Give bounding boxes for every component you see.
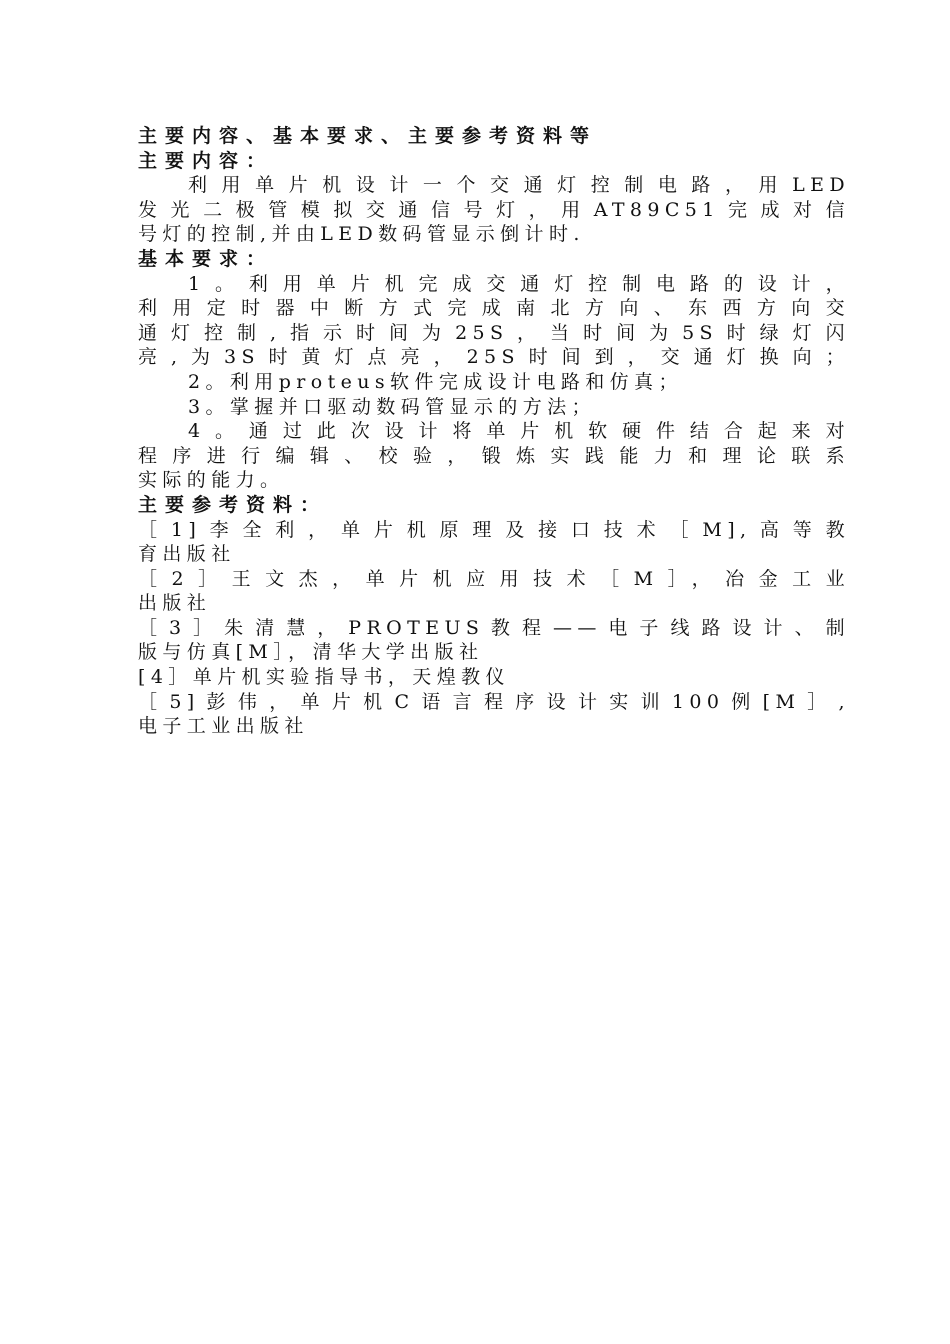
reference-line-6: 版与仿真[M］，清华大学出版社 — [138, 641, 484, 664]
requirement-line-4: 亮,为3S时黄灯点亮，25S时间到，交通灯换向； — [138, 346, 850, 369]
requirement-line-3: 通灯控制,指示时间为25S，当时间为5S时绿灯闪 — [138, 321, 850, 344]
reference-line-1: ［1]李全利，单片机原理及接口技术［M],高等教 — [138, 518, 850, 541]
requirement-line-9: 实际的能力。 — [138, 469, 285, 492]
requirement-line-8: 程序进行编辑、校验，锻炼实践能力和理论联系 — [138, 444, 850, 467]
requirement-line-5: 2。利用proteus软件完成设计电路和仿真； — [188, 370, 683, 393]
references-heading: 主要参考资料： — [138, 493, 328, 516]
page-title: 主要内容、基本要求、主要参考资料等 — [138, 125, 598, 147]
reference-line-2: 育出版社 — [138, 543, 236, 566]
reference-line-8: ［5]彭伟，单片机C语言程序设计实训100例[M］, — [138, 690, 850, 713]
reference-line-4: 出版社 — [138, 592, 212, 615]
content-line-2: 发光二极管模拟交通信号灯，用AT89C51完成对信 — [138, 198, 850, 221]
document-body — [138, 124, 850, 739]
content-line-1: 利用单片机设计一个交通灯控制电路，用LED — [188, 174, 850, 197]
requirements-heading: 基本要求： — [138, 247, 274, 270]
content-line-3: 号灯的控制,并由LED数码管显示倒计时. — [138, 223, 585, 246]
requirement-line-1: 1。利用单片机完成交通灯控制电路的设计， — [188, 272, 850, 295]
reference-line-3: ［2］王文杰，单片机应用技术［M］，冶金工业 — [138, 567, 850, 590]
reference-line-7: [4］单片机实验指导书，天煌教仪 — [138, 666, 510, 689]
requirement-line-2: 利用定时器中断方式完成南北方向、东西方向交 — [138, 297, 850, 320]
reference-line-5: ［3］朱清慧，PROTEUS教程——电子线路设计、制 — [138, 616, 850, 639]
content-heading: 主要内容： — [138, 149, 274, 172]
requirement-line-7: 4。通过此次设计将单片机软硬件结合起来对 — [188, 420, 850, 443]
reference-line-9: 电子工业出版社 — [138, 715, 309, 738]
requirement-line-6: 3。掌握并口驱动数码管显示的方法； — [188, 395, 596, 418]
